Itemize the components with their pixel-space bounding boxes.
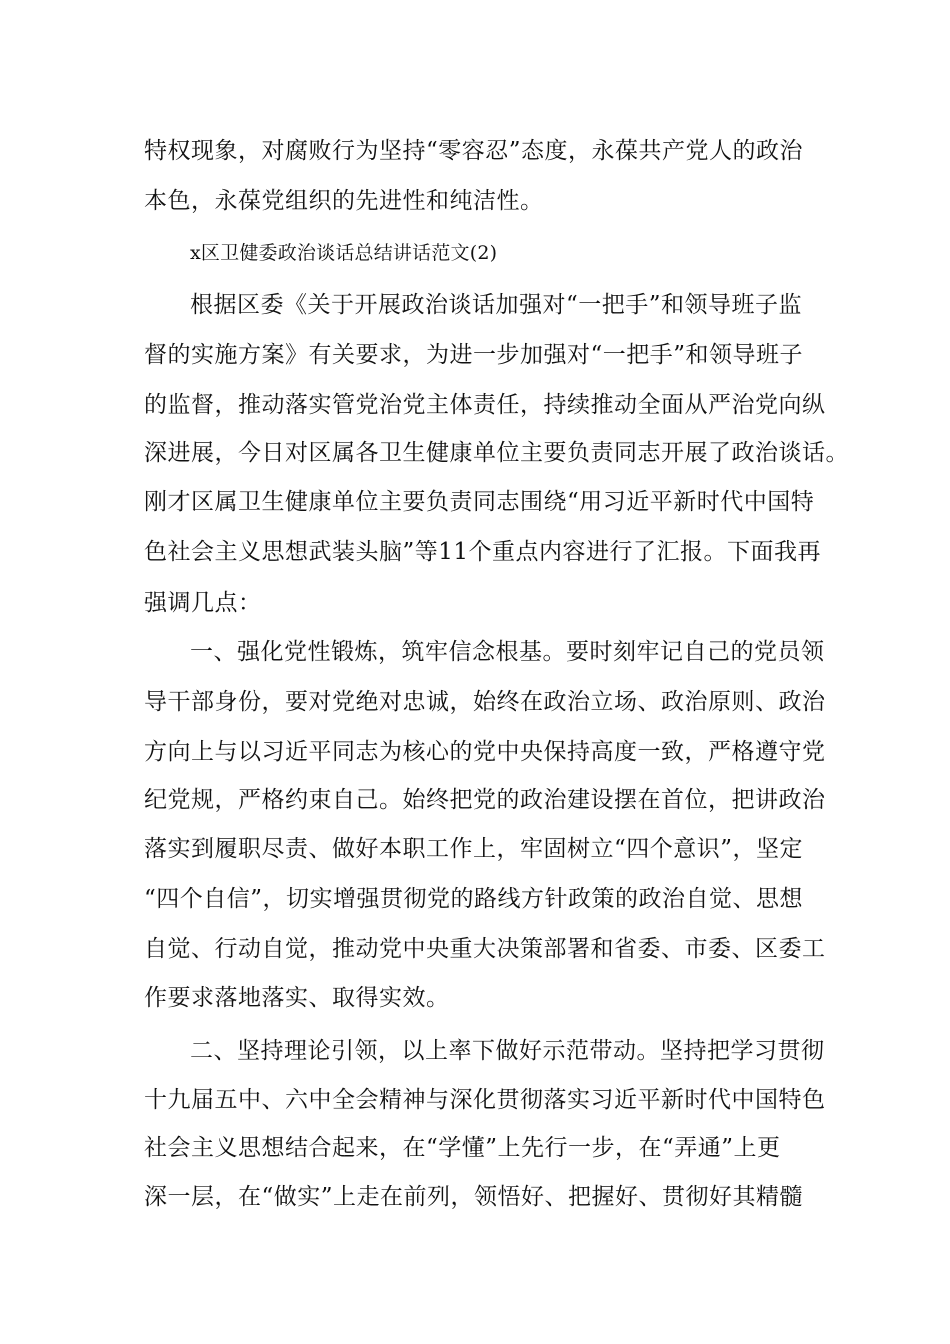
text-line: “四个自信”，切实增强贯彻党的路线方针政策的政治自觉、思想 xyxy=(144,886,804,912)
text-line: 自觉、行动自觉，推动党中央重大决策部署和省委、市委、区委工 xyxy=(144,936,826,962)
section-title: x区卫健委政治谈话总结讲话范文(2) xyxy=(190,242,498,264)
text-line: 方向上与以习近平同志为核心的党中央保持高度一致，严格遵守党 xyxy=(144,739,826,765)
text-line: 本色，永葆党组织的先进性和纯洁性。 xyxy=(144,188,544,214)
text-line: 一、强化党性锻炼，筑牢信念根基。要时刻牢记自己的党员领 xyxy=(190,639,825,665)
text-line: 的监督，推动落实管党治党主体责任，持续推动全面从严治党向纵 xyxy=(144,392,826,418)
text-line: 作要求落地落实、取得实效。 xyxy=(144,985,450,1011)
text-line: 纪党规，严格约束自己。始终把党的政治建设摆在首位，把讲政治 xyxy=(144,787,826,813)
text-line: 刚才区属卫生健康单位主要负责同志围绕“用习近平新时代中国特 xyxy=(144,489,815,515)
text-line: 导干部身份，要对党绝对忠诚，始终在政治立场、政治原则、政治 xyxy=(144,689,826,715)
text-line: 强调几点： xyxy=(144,590,262,616)
text-line: 特权现象，对腐败行为坚持“零容忍”态度，永葆共产党人的政治 xyxy=(144,138,804,164)
text-line: 落实到履职尽责、做好本职工作上，牢固树立“四个意识”，坚定 xyxy=(144,836,804,862)
text-line: 色社会主义思想武装头脑”等11个重点内容进行了汇报。下面我再 xyxy=(144,539,822,565)
text-line: 社会主义思想结合起来，在“学懂”上先行一步，在“弄通”上更 xyxy=(144,1135,781,1161)
text-line: 十九届五中、六中全会精神与深化贯彻落实习近平新时代中国特色 xyxy=(144,1087,826,1113)
text-line: 根据区委《关于开展政治谈话加强对“一把手”和领导班子监 xyxy=(190,292,803,318)
text-line: 督的实施方案》有关要求，为进一步加强对“一把手”和领导班子 xyxy=(144,342,804,368)
text-line: 深进展，今日对区属各卫生健康单位主要负责同志开展了政治谈话。 xyxy=(144,440,849,466)
text-line: 深一层，在“做实”上走在前列，领悟好、把握好、贯彻好其精髓 xyxy=(144,1184,804,1210)
text-line: 二、坚持理论引领，以上率下做好示范带动。坚持把学习贯彻 xyxy=(190,1038,825,1064)
